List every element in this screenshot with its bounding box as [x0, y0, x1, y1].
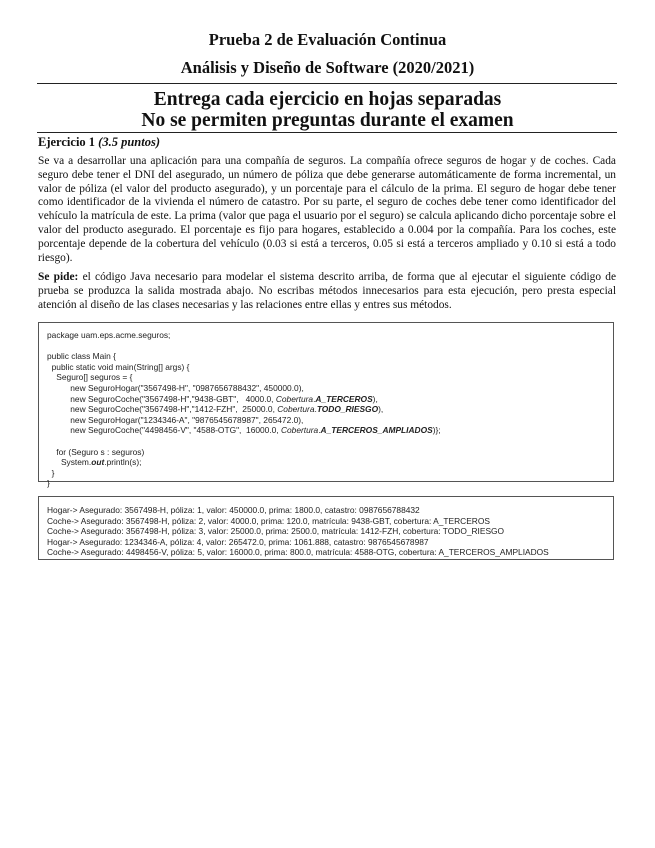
output-line: Coche-> Asegurado: 3567498-H, póliza: 2, valor: 4000.0, prima: 120.0, matrícula: 9438-GBT, cobertura: A_TERCEROS: [47, 515, 490, 526]
code-close-main: }: [47, 467, 55, 478]
code-for-loop: for (Seguro s : seguros): [47, 446, 145, 457]
code-row-4: new SeguroHogar("1234346-A", "9876545678987", 265472.0),: [47, 414, 304, 425]
code-row-2: new SeguroCoche("3567498-H","9438-GBT", 4000.0, Cobertura.A_TERCEROS),: [47, 393, 378, 404]
code-print-out: out: [91, 457, 105, 468]
code-row-2-enum: Cobertura: [275, 393, 314, 404]
exercise-points: (3.5 puntos): [98, 135, 160, 149]
code-main-decl: public static void main(String[] args) {: [47, 361, 190, 372]
task-text: el código Java necesario para modelar el sistema descrito arriba, de forma que al ejecutar el siguiente código de prueba se produzca la salida mostrada abajo. No escribas métodos innecesarios para esta ejecución, pero presta especial atención al diseño de las clases necesarias y las relaciones entre ellas y entres sus métodos.: [38, 271, 617, 311]
exercise-heading: [38, 135, 160, 150]
code-print-end: .println(s);: [104, 457, 142, 468]
code-array-decl: Seguro[] seguros = {: [47, 372, 133, 383]
expected-output-block: [38, 496, 614, 560]
code-blank: [47, 341, 605, 352]
code-row-5-args: new SeguroCoche("4498456-V", "4588-OTG", 16000.0,: [47, 425, 281, 436]
code-row-3-end: ),: [378, 404, 384, 415]
code-row-2-args: new SeguroCoche("3567498-H","9438-GBT", 4000.0,: [47, 393, 276, 404]
code-row-3-value: TODO_RIESGO: [316, 404, 379, 415]
code-row-3: new SeguroCoche("3567498-H","1412-FZH", 25000.0, Cobertura.TODO_RIESGO),: [47, 404, 384, 415]
code-row-3-args: new SeguroCoche("3567498-H","1412-FZH", 25000.0,: [47, 404, 278, 415]
output-line: Coche-> Asegurado: 3567498-H, póliza: 3, valor: 25000.0, prima: 2500.0, matrícula: 1412-FZH, cobertura: TODO_RIESGO: [47, 526, 505, 537]
code-row-2-end: ),: [372, 393, 378, 404]
output-line: Hogar-> Asegurado: 3567498-H, póliza: 1, valor: 450000.0, prima: 1800.0, catastro: 0987656788432: [47, 505, 420, 515]
course-subtitle: Análisis y Diseño de Software (2020/2021): [180, 58, 475, 77]
notice-line-1: Entrega cada ejercicio en hojas separadas: [153, 89, 502, 110]
code-blank: [47, 436, 605, 447]
code-package: package uam.eps.acme.seguros;: [47, 330, 171, 340]
exercise-task: [38, 271, 616, 312]
code-close-class: }: [47, 478, 50, 489]
exercise-statement: Se va a desarrollar una aplicación para una compañía de seguros. La compañía ofrece seguros de hogar y de coches. Cada seguro debe tener el DNI del asegurado, un número de póliza que debe generarse automáticamente de forma incremental, un valor de póliza (el valor del producto asegurado), y un porcentaje para el cálculo de la prima. El seguro de hogar debe tener como identificador de la vivienda el número de catastro. Por su parte, el seguro de coches debe tener como identificador del vehículo la matrícula de este. La prima (valor que paga el usuario por el seguro) se calcula aplicando dicho porcentaje sobre el valor del producto asegurado. El porcentaje es fijo para hogares, establecido a 0.004 por la compañía. Para los coches, este porcentaje depende de la cobertura del vehículo (0.03 si está a terceros, 0.05 si está a terceros ampliado y 0.10 si está a todo riesgo).: [38, 155, 616, 264]
code-row-3-enum: Cobertura: [277, 404, 315, 415]
code-row-2-value: A_TERCEROS: [315, 393, 373, 404]
output-line: Hogar-> Asegurado: 1234346-A, póliza: 4, valor: 265472.0, prima: 1061.888, catastro: 9876545678987: [47, 536, 429, 547]
code-row-5-enum: Cobertura: [280, 425, 319, 436]
code-print: [47, 457, 605, 468]
code-row-1: new SeguroHogar("3567498-H", "0987656788432", 450000.0),: [47, 382, 304, 393]
output-line: Coche-> Asegurado: 4498456-V, póliza: 5, valor: 16000.0, prima: 800.0, matrícula: 4588-OTG, cobertura: A_TERCEROS_AMPLIADOS: [47, 547, 549, 558]
exercise-label: Ejercicio 1: [38, 135, 96, 149]
code-class-decl: public class Main {: [47, 351, 116, 362]
test-code-block: [38, 322, 614, 489]
notice-line-2: No se permiten preguntas durante el examen: [141, 110, 514, 131]
header-divider: [37, 83, 617, 84]
task-lead: Se pide:: [38, 271, 79, 283]
code-row-5-value: A_TERCEROS_AMPLIADOS: [320, 425, 433, 436]
exam-title: Prueba 2 de Evaluación Continua: [208, 30, 447, 49]
notice-divider: [37, 132, 617, 133]
code-row-5: new SeguroCoche("4498456-V", "4588-OTG", 16000.0, Cobertura.A_TERCEROS_AMPLIADOS)};: [47, 425, 441, 436]
code-print-pre: System.: [47, 457, 92, 468]
code-row-5-end: )};: [432, 425, 441, 436]
